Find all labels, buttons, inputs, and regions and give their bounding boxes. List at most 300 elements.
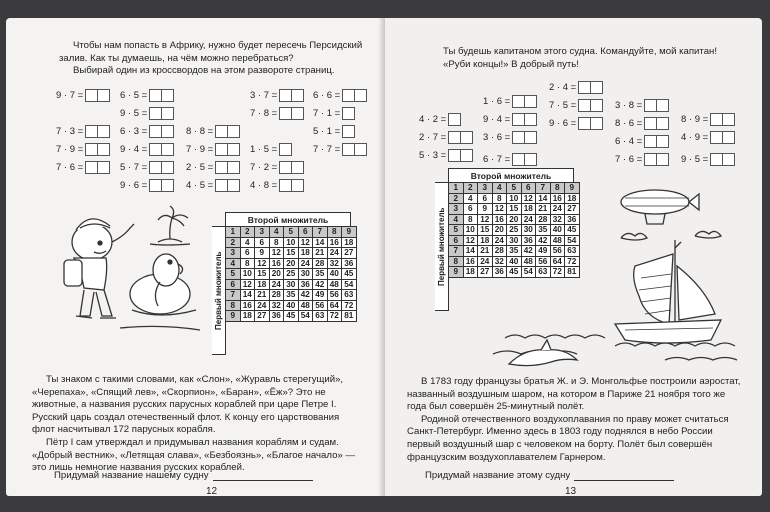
table-header-cell: 5	[507, 183, 522, 194]
table-cell: 6	[463, 204, 478, 215]
answer-box[interactable]	[342, 143, 355, 156]
table-header-cell: 8	[327, 227, 342, 238]
right-intro: Ты будешь капитаном этого судна. Командуйте, мой капитан! «Руби концы!» В добрый путь!	[443, 46, 718, 70]
table-cell: 27	[565, 204, 580, 215]
left-page	[6, 18, 385, 496]
answer-box[interactable]	[162, 179, 174, 192]
table-cell: 18	[240, 311, 255, 322]
exercise: 7 · 8 =	[250, 106, 304, 120]
table-cell: 36	[565, 214, 580, 225]
answer-box[interactable]	[644, 153, 657, 166]
table-cell: 12	[269, 248, 284, 259]
answer-box[interactable]	[448, 113, 461, 126]
answer-box[interactable]	[149, 161, 162, 174]
answer-box[interactable]	[710, 113, 723, 126]
answer-box[interactable]	[723, 153, 735, 166]
answer-box[interactable]	[85, 125, 98, 138]
table-cell: 8	[492, 193, 507, 204]
table-cell: 4	[240, 237, 255, 248]
table-cell: 12	[521, 193, 536, 204]
table-cell: 7	[226, 290, 241, 301]
table-cell: 16	[240, 300, 255, 311]
answer-box[interactable]	[215, 161, 228, 174]
table-cell: 18	[463, 267, 478, 278]
answer-box[interactable]	[342, 89, 355, 102]
table-cell: 20	[492, 225, 507, 236]
table-cell: 36	[342, 258, 357, 269]
exercise: 9 · 4 =	[483, 112, 537, 126]
table-cell: 40	[284, 300, 299, 311]
answer-box[interactable]	[355, 143, 367, 156]
answer-box[interactable]	[342, 107, 355, 120]
table-cell: 45	[342, 269, 357, 280]
table-cell: 30	[298, 269, 313, 280]
answer-box[interactable]	[279, 179, 292, 192]
exercise: 1 · 6 =	[483, 94, 537, 108]
answer-box[interactable]	[710, 131, 723, 144]
table-cell: 72	[327, 311, 342, 322]
exercise: 3 · 6 =	[483, 130, 537, 144]
table-cell: 14	[536, 193, 551, 204]
table-cell: 10	[507, 193, 522, 204]
table-row	[226, 269, 357, 280]
answer-box[interactable]	[215, 125, 228, 138]
answer-box[interactable]	[525, 131, 537, 144]
table-cell: 6	[449, 235, 464, 246]
answer-box[interactable]	[644, 135, 657, 148]
table-cell: 54	[521, 267, 536, 278]
answer-box[interactable]	[162, 143, 174, 156]
exercise: 7 · 2 =	[250, 160, 304, 174]
table-cell: 4	[226, 258, 241, 269]
table-cell: 30	[507, 235, 522, 246]
answer-box[interactable]	[149, 89, 162, 102]
table-cell: 10	[284, 237, 299, 248]
table-cell: 54	[342, 279, 357, 290]
table-side-label: Первый множитель	[212, 226, 226, 355]
table-cell: 3	[449, 204, 464, 215]
answer-box[interactable]	[98, 143, 110, 156]
table-cell: 3	[226, 248, 241, 259]
exercise: 8 · 8 =	[186, 124, 240, 138]
table-cell: 18	[565, 193, 580, 204]
table-cell: 14	[463, 246, 478, 257]
table-cell: 35	[284, 290, 299, 301]
exercise: 3 · 8 =	[615, 98, 669, 112]
exercise: 2 · 5 =	[186, 160, 240, 174]
table-cell: 27	[255, 311, 270, 322]
table-cell: 18	[521, 204, 536, 215]
table-cell: 8	[269, 237, 284, 248]
name-prompt: Придумай название нашему судну	[54, 470, 313, 481]
table-header-cell: 6	[521, 183, 536, 194]
exercise: 4 · 9 =	[681, 130, 735, 144]
exercise: 9 · 7 =	[56, 88, 110, 102]
table-cell: 15	[478, 225, 493, 236]
table-cell: 64	[327, 300, 342, 311]
exercise: 6 · 5 =	[120, 88, 174, 102]
answer-box[interactable]	[448, 149, 461, 162]
table-title: Второй множитель	[225, 212, 351, 227]
answer-box[interactable]	[644, 117, 657, 130]
table-cell: 14	[240, 290, 255, 301]
answer-box[interactable]	[525, 95, 537, 108]
answer-box[interactable]	[85, 143, 98, 156]
exercise: 6 · 7 =	[483, 152, 537, 166]
table-cell: 24	[269, 279, 284, 290]
answer-box[interactable]	[228, 161, 240, 174]
table-cell: 56	[550, 246, 565, 257]
table-cell: 9	[449, 267, 464, 278]
table-header-cell: 6	[298, 227, 313, 238]
answer-box[interactable]	[292, 89, 304, 102]
table-cell: 8	[463, 214, 478, 225]
table-cell: 40	[550, 225, 565, 236]
answer-box[interactable]	[591, 99, 603, 112]
table-cell: 32	[269, 300, 284, 311]
exercise: 7 · 6 =	[56, 160, 110, 174]
table-cell: 36	[298, 279, 313, 290]
answer-box[interactable]	[657, 135, 669, 148]
answer-box[interactable]	[591, 117, 603, 130]
table-header-cell: 1	[449, 183, 464, 194]
table-cell: 72	[550, 267, 565, 278]
table-side-label: Первый множитель	[435, 182, 449, 311]
table-cell: 25	[507, 225, 522, 236]
table-cell: 12	[298, 237, 313, 248]
table-cell: 72	[565, 256, 580, 267]
table-row	[226, 300, 357, 311]
answer-box[interactable]	[512, 131, 525, 144]
right-page	[385, 18, 762, 496]
answer-box[interactable]	[85, 89, 98, 102]
exercise: 9 · 6 =	[549, 116, 603, 130]
answer-box[interactable]	[149, 107, 162, 120]
table-cell: 81	[342, 311, 357, 322]
table-cell: 45	[507, 267, 522, 278]
exercise: 7 · 3 =	[56, 124, 110, 138]
answer-box[interactable]	[98, 161, 110, 174]
answer-box[interactable]	[710, 153, 723, 166]
answer-box[interactable]	[162, 89, 174, 102]
table-cell: 27	[478, 267, 493, 278]
exercise: 6 · 3 =	[120, 124, 174, 138]
answer-box[interactable]	[162, 125, 174, 138]
table-cell: 9	[255, 248, 270, 259]
table-cell: 48	[298, 300, 313, 311]
left-text: Ты знаком с такими словами, как «Слон», «Журавль стерегущий», «Черепаха», «Спящий лев», «Скорпион», «Баран», «Ёж»? Это не животные, а названия русских парусных кораблей при царе Петре I. Русский царь создал отечественный флот. К концу его царствования флот насчитывал 172 парусных корабля. Пётр I сам утверждал и придумывал названия кораблям и судам. «Добрый вестник», «Летящая слава», «Безбоязнь», «Благое начало» — это лишь немногие названия русских кораблей.	[32, 374, 356, 474]
answer-box[interactable]	[162, 107, 174, 120]
exercise: 8 · 9 =	[681, 112, 735, 126]
table-cell: 4	[449, 214, 464, 225]
boy-parrot-illustration	[20, 198, 220, 348]
answer-box[interactable]	[644, 99, 657, 112]
table-cell: 32	[550, 214, 565, 225]
answer-box[interactable]	[525, 113, 537, 126]
table-cell: 18	[478, 235, 493, 246]
table-cell: 24	[478, 256, 493, 267]
exercise: 4 · 2 =	[419, 112, 461, 126]
table-cell: 18	[298, 248, 313, 259]
sailboat-illustration	[485, 178, 755, 368]
table-cell: 6	[478, 193, 493, 204]
table-cell: 35	[313, 269, 328, 280]
exercise: 7 · 9 =	[56, 142, 110, 156]
exercise: 7 · 7 =	[313, 142, 367, 156]
exercise: 9 · 5 =	[120, 106, 174, 120]
exercise: 4 · 5 =	[186, 178, 240, 192]
answer-box[interactable]	[723, 131, 735, 144]
table-cell: 32	[327, 258, 342, 269]
table-cell: 5	[226, 269, 241, 280]
exercise: 9 · 5 =	[681, 152, 735, 166]
answer-box[interactable]	[292, 179, 304, 192]
table-cell: 24	[521, 214, 536, 225]
answer-box[interactable]	[149, 179, 162, 192]
table-cell: 2	[449, 193, 464, 204]
ship-name-input[interactable]	[213, 480, 313, 481]
exercise: 7 · 6 =	[615, 152, 669, 166]
page-number: 13	[565, 486, 577, 496]
answer-box[interactable]	[85, 161, 98, 174]
answer-box[interactable]	[228, 143, 240, 156]
table-cell: 9	[478, 204, 493, 215]
table-cell: 9	[226, 311, 241, 322]
answer-box[interactable]	[578, 99, 591, 112]
table-header-cell: 9	[342, 227, 357, 238]
ship-name-input[interactable]	[574, 480, 674, 481]
table-cell: 36	[521, 235, 536, 246]
table-cell: 72	[342, 300, 357, 311]
table-cell: 28	[536, 214, 551, 225]
table-cell: 30	[284, 279, 299, 290]
table-cell: 49	[536, 246, 551, 257]
table-cell: 54	[565, 235, 580, 246]
table-cell: 48	[327, 279, 342, 290]
exercise: 5 · 1 =	[313, 124, 355, 138]
table-cell: 7	[449, 246, 464, 257]
table-cell: 16	[492, 214, 507, 225]
table-cell: 40	[327, 269, 342, 280]
table-cell: 8	[240, 258, 255, 269]
table-cell: 32	[492, 256, 507, 267]
table-header-cell: 1	[226, 227, 241, 238]
table-cell: 20	[284, 258, 299, 269]
table-title: Второй множитель	[448, 168, 574, 183]
table-cell: 63	[536, 267, 551, 278]
answer-box[interactable]	[512, 113, 525, 126]
table-cell: 48	[521, 256, 536, 267]
table-cell: 42	[536, 235, 551, 246]
answer-box[interactable]	[578, 117, 591, 130]
answer-box[interactable]	[279, 107, 292, 120]
table-cell: 21	[478, 246, 493, 257]
answer-box[interactable]	[279, 89, 292, 102]
table-cell: 30	[521, 225, 536, 236]
table-cell: 15	[255, 269, 270, 280]
table-row	[226, 279, 357, 290]
table-header-cell: 4	[269, 227, 284, 238]
table-cell: 12	[240, 279, 255, 290]
table-row	[226, 248, 357, 259]
table-header-cell: 5	[284, 227, 299, 238]
exercise: 5 · 7 =	[120, 160, 174, 174]
table-header-cell: 8	[550, 183, 565, 194]
exercise: 5 · 3 =	[419, 148, 473, 162]
answer-box[interactable]	[98, 125, 110, 138]
table-row	[226, 311, 357, 322]
table-cell: 42	[298, 290, 313, 301]
exercise: 7 · 1 =	[313, 106, 355, 120]
exercise: 8 · 6 =	[615, 116, 669, 130]
table-cell: 8	[449, 256, 464, 267]
table-cell: 64	[550, 256, 565, 267]
table-cell: 20	[269, 269, 284, 280]
answer-box[interactable]	[512, 153, 525, 166]
table-header-row	[226, 227, 357, 238]
answer-box[interactable]	[149, 125, 162, 138]
answer-box[interactable]	[461, 149, 473, 162]
table-row	[226, 290, 357, 301]
table-cell: 6	[240, 248, 255, 259]
table-header-cell: 2	[463, 183, 478, 194]
exercise: 6 · 4 =	[615, 134, 669, 148]
answer-box[interactable]	[215, 143, 228, 156]
table-header-cell: 3	[255, 227, 270, 238]
table-cell: 27	[342, 248, 357, 259]
table-cell: 42	[313, 279, 328, 290]
answer-box[interactable]	[279, 161, 292, 174]
answer-box[interactable]	[162, 161, 174, 174]
table-cell: 63	[313, 311, 328, 322]
answer-box[interactable]	[98, 89, 110, 102]
table-cell: 28	[269, 290, 284, 301]
exercise: 6 · 6 =	[313, 88, 367, 102]
table-cell: 35	[507, 246, 522, 257]
table-cell: 54	[298, 311, 313, 322]
table-cell: 42	[521, 246, 536, 257]
table-header-cell: 2	[240, 227, 255, 238]
table-cell: 16	[550, 193, 565, 204]
table-cell: 63	[342, 290, 357, 301]
answer-box[interactable]	[215, 179, 228, 192]
answer-box[interactable]	[448, 131, 461, 144]
answer-box[interactable]	[461, 131, 473, 144]
table-cell: 12	[492, 204, 507, 215]
exercise: 7 · 5 =	[549, 98, 603, 112]
page-number: 12	[206, 486, 218, 496]
table-header-cell: 3	[478, 183, 493, 194]
table-cell: 12	[478, 214, 493, 225]
table-cell: 20	[507, 214, 522, 225]
answer-box[interactable]	[657, 99, 669, 112]
table-cell: 6	[255, 237, 270, 248]
table-cell: 56	[536, 256, 551, 267]
table-cell: 5	[449, 225, 464, 236]
table-cell: 28	[492, 246, 507, 257]
table-cell: 24	[327, 248, 342, 259]
table-cell: 14	[313, 237, 328, 248]
table-cell: 35	[536, 225, 551, 236]
answer-box[interactable]	[228, 179, 240, 192]
table-cell: 21	[313, 248, 328, 259]
table-cell: 2	[226, 237, 241, 248]
answer-box[interactable]	[292, 161, 304, 174]
table-header-cell: 7	[536, 183, 551, 194]
table-cell: 49	[313, 290, 328, 301]
answer-box[interactable]	[149, 143, 162, 156]
table-cell: 36	[269, 311, 284, 322]
exercise: 2 · 7 =	[419, 130, 473, 144]
table-cell: 8	[226, 300, 241, 311]
table-cell: 24	[255, 300, 270, 311]
answer-box[interactable]	[657, 153, 669, 166]
table-cell: 48	[550, 235, 565, 246]
table-row	[226, 237, 357, 248]
table-cell: 15	[507, 204, 522, 215]
answer-box[interactable]	[591, 81, 603, 94]
table-cell: 10	[240, 269, 255, 280]
table-cell: 16	[269, 258, 284, 269]
answer-box[interactable]	[525, 153, 537, 166]
answer-box[interactable]	[279, 143, 292, 156]
table-cell: 16	[463, 256, 478, 267]
exercise: 2 · 4 =	[549, 80, 603, 94]
table-cell: 56	[313, 300, 328, 311]
name-prompt: Придумай название этому судну	[425, 470, 674, 481]
answer-box[interactable]	[228, 125, 240, 138]
table-cell: 12	[463, 235, 478, 246]
table-header-cell: 7	[313, 227, 328, 238]
table-cell: 24	[492, 235, 507, 246]
answer-box[interactable]	[292, 107, 304, 120]
table-cell: 24	[550, 204, 565, 215]
right-text: В 1783 году французы братья Ж. и Э. Монгольфье построили аэростат, названный воздушным шаром, на котором в Париже 21 ноября того же года был совершён 25-минутный полёт. Родиной отечественного воздухоплавания по праву может считаться Санкт-Петербург. Именно здесь в 1803 году поднялся в небо России первый воздушный шар с человеком на борту. Полёт был совершён французским воздухоплавателем Гарнером.	[407, 376, 741, 463]
table-cell: 21	[536, 204, 551, 215]
table-cell: 25	[284, 269, 299, 280]
table-cell: 16	[327, 237, 342, 248]
table-cell: 4	[463, 193, 478, 204]
answer-box[interactable]	[578, 81, 591, 94]
exercise: 4 · 8 =	[250, 178, 304, 192]
table-cell: 45	[565, 225, 580, 236]
table-cell: 18	[342, 237, 357, 248]
exercise: 3 · 7 =	[250, 88, 304, 102]
exercise: 9 · 6 =	[120, 178, 174, 192]
table-header-cell: 4	[492, 183, 507, 194]
answer-box[interactable]	[512, 95, 525, 108]
left-intro: Чтобы нам попасть в Африку, нужно будет пересечь Персидский залив. Как ты думаешь, на чём можно перебраться? Выбирай один из кроссвордов на этом развороте страниц.	[59, 40, 363, 77]
table-cell: 10	[463, 225, 478, 236]
multiplication-table	[225, 226, 357, 322]
table-cell: 40	[507, 256, 522, 267]
table-cell: 63	[565, 246, 580, 257]
table-cell: 6	[226, 279, 241, 290]
answer-box[interactable]	[657, 117, 669, 130]
answer-box[interactable]	[342, 125, 355, 138]
table-cell: 15	[284, 248, 299, 259]
answer-box[interactable]	[355, 89, 367, 102]
table-row	[226, 258, 357, 269]
exercise: 7 · 9 =	[186, 142, 240, 156]
table-header-cell: 9	[565, 183, 580, 194]
exercise: 9 · 4 =	[120, 142, 174, 156]
table-cell: 56	[327, 290, 342, 301]
table-cell: 81	[565, 267, 580, 278]
table-cell: 21	[255, 290, 270, 301]
answer-box[interactable]	[723, 113, 735, 126]
table-cell: 36	[492, 267, 507, 278]
